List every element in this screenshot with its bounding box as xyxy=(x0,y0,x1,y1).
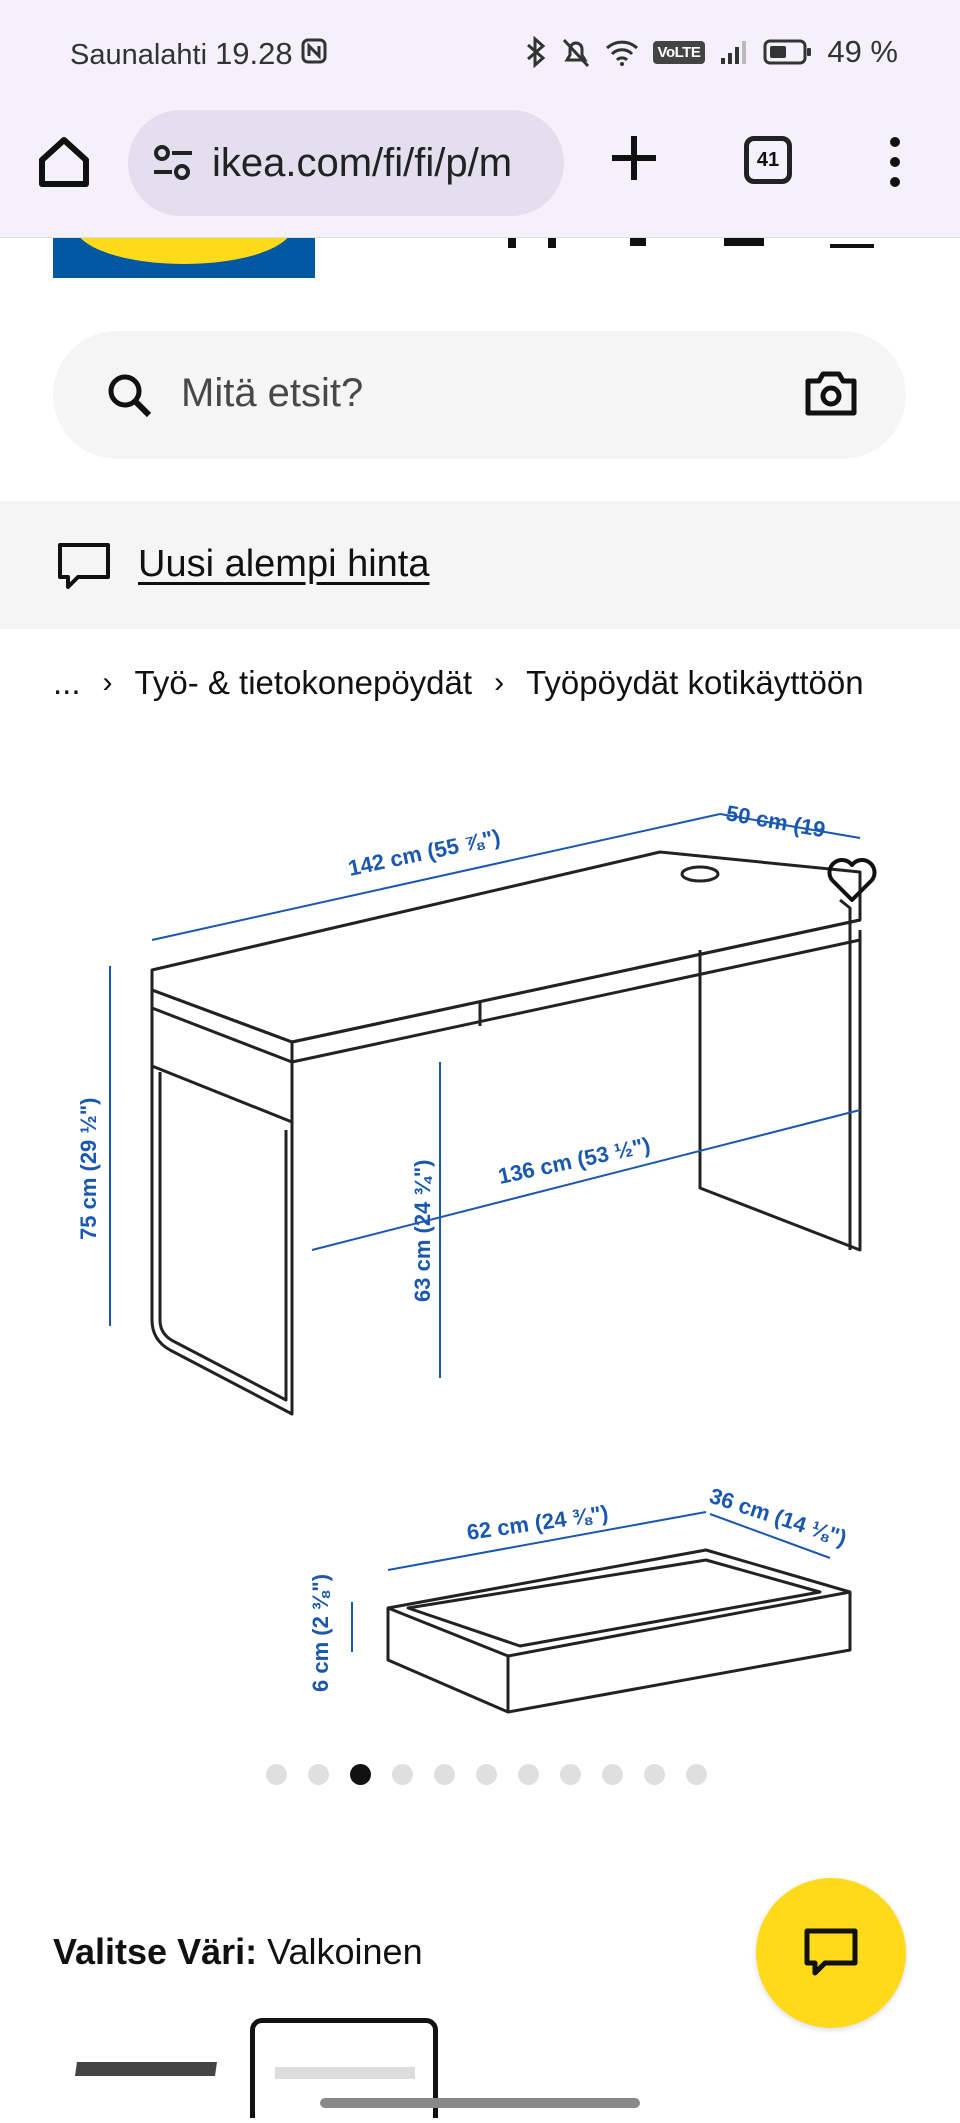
new-tab-icon[interactable] xyxy=(604,128,664,188)
more-menu-icon[interactable] xyxy=(880,132,910,192)
breadcrumb-item[interactable]: Työpöydät kotikäyttöön xyxy=(526,664,864,701)
color-swatch-dark[interactable] xyxy=(75,2062,217,2076)
search-input[interactable] xyxy=(53,331,906,459)
dimension-height-label: 75 cm (29 ½") xyxy=(76,1097,101,1240)
search-icon xyxy=(105,371,153,419)
browser-toolbar xyxy=(0,108,960,238)
nfc-icon xyxy=(301,38,327,64)
ikea-logo[interactable] xyxy=(53,238,315,278)
dimension-depth-label: 50 cm (19 xyxy=(724,800,828,843)
drawer-width-label: 62 cm (24 ⅜") xyxy=(465,1500,610,1545)
carousel-dot[interactable] xyxy=(644,1764,665,1785)
drawer-height-label: 6 cm (2 ⅜") xyxy=(308,1573,333,1692)
dimension-width-label: 142 cm (55 ⅞") xyxy=(345,824,503,881)
carousel-dot[interactable] xyxy=(476,1764,497,1785)
dimension-inner-width-label: 136 cm (53 ½") xyxy=(495,1132,653,1189)
url-text: ikea.com/fi/fi/p/m xyxy=(212,140,513,185)
header-icon-fragment[interactable] xyxy=(724,238,764,246)
carousel-dot[interactable] xyxy=(392,1764,413,1785)
carousel-dot[interactable] xyxy=(350,1764,371,1785)
status-right xyxy=(525,34,898,70)
battery-percent: 49 % xyxy=(827,34,898,69)
bluetooth-icon xyxy=(525,36,547,68)
carousel-dot[interactable] xyxy=(266,1764,287,1785)
color-selector xyxy=(53,1931,423,1973)
clock: 19.28 xyxy=(215,36,293,71)
dimension-inner-height-label: 63 cm (24 ¾") xyxy=(410,1159,435,1302)
breadcrumb xyxy=(53,664,864,702)
home-icon[interactable] xyxy=(36,134,92,190)
tab-switcher-button[interactable] xyxy=(744,136,792,184)
color-value: Valkoinen xyxy=(267,1931,423,1972)
breadcrumb-item[interactable]: Työ- & tietokonepöydät xyxy=(134,664,473,701)
chevron-right-icon: › xyxy=(494,666,505,699)
header-icon-fragment[interactable] xyxy=(830,244,874,248)
mute-bell-icon xyxy=(561,36,591,68)
site-settings-icon[interactable] xyxy=(150,140,196,186)
chevron-right-icon: › xyxy=(102,666,113,699)
carousel-dot[interactable] xyxy=(686,1764,707,1785)
status-bar xyxy=(0,0,960,108)
gesture-bar[interactable] xyxy=(320,2098,640,2108)
header-icon-fragment[interactable] xyxy=(508,238,516,248)
heart-icon[interactable] xyxy=(826,856,878,904)
product-image[interactable] xyxy=(60,780,900,1720)
price-banner[interactable] xyxy=(0,501,960,629)
status-left xyxy=(70,36,327,72)
address-bar[interactable] xyxy=(128,110,564,216)
carrier-label: Saunalahti xyxy=(70,39,208,71)
breadcrumb-ellipsis[interactable]: ... xyxy=(53,664,81,701)
header-icon-fragment[interactable] xyxy=(548,238,556,248)
carousel-dots xyxy=(0,1764,960,1785)
carousel-dot[interactable] xyxy=(308,1764,329,1785)
camera-icon[interactable] xyxy=(804,367,858,421)
banner-link[interactable]: Uusi alempi hinta xyxy=(138,543,430,585)
wifi-icon xyxy=(605,38,639,66)
chat-button[interactable] xyxy=(756,1878,906,2028)
tab-count: 41 xyxy=(756,148,780,171)
carousel-dot[interactable] xyxy=(602,1764,623,1785)
speech-bubble-icon xyxy=(56,541,112,593)
carousel-dot[interactable] xyxy=(434,1764,455,1785)
signal-icon xyxy=(719,38,749,66)
carousel-dot[interactable] xyxy=(518,1764,539,1785)
header-icon-fragment[interactable] xyxy=(630,238,646,246)
volte-badge: VoLTE xyxy=(653,41,706,64)
chat-icon xyxy=(803,1927,859,1979)
search-placeholder: Mitä etsit? xyxy=(181,371,364,415)
battery-icon xyxy=(763,38,813,66)
drawer-depth-label: 36 cm (14 ⅛") xyxy=(706,1482,850,1551)
carousel-dot[interactable] xyxy=(560,1764,581,1785)
color-label: Valitse Väri: xyxy=(53,1931,258,1972)
